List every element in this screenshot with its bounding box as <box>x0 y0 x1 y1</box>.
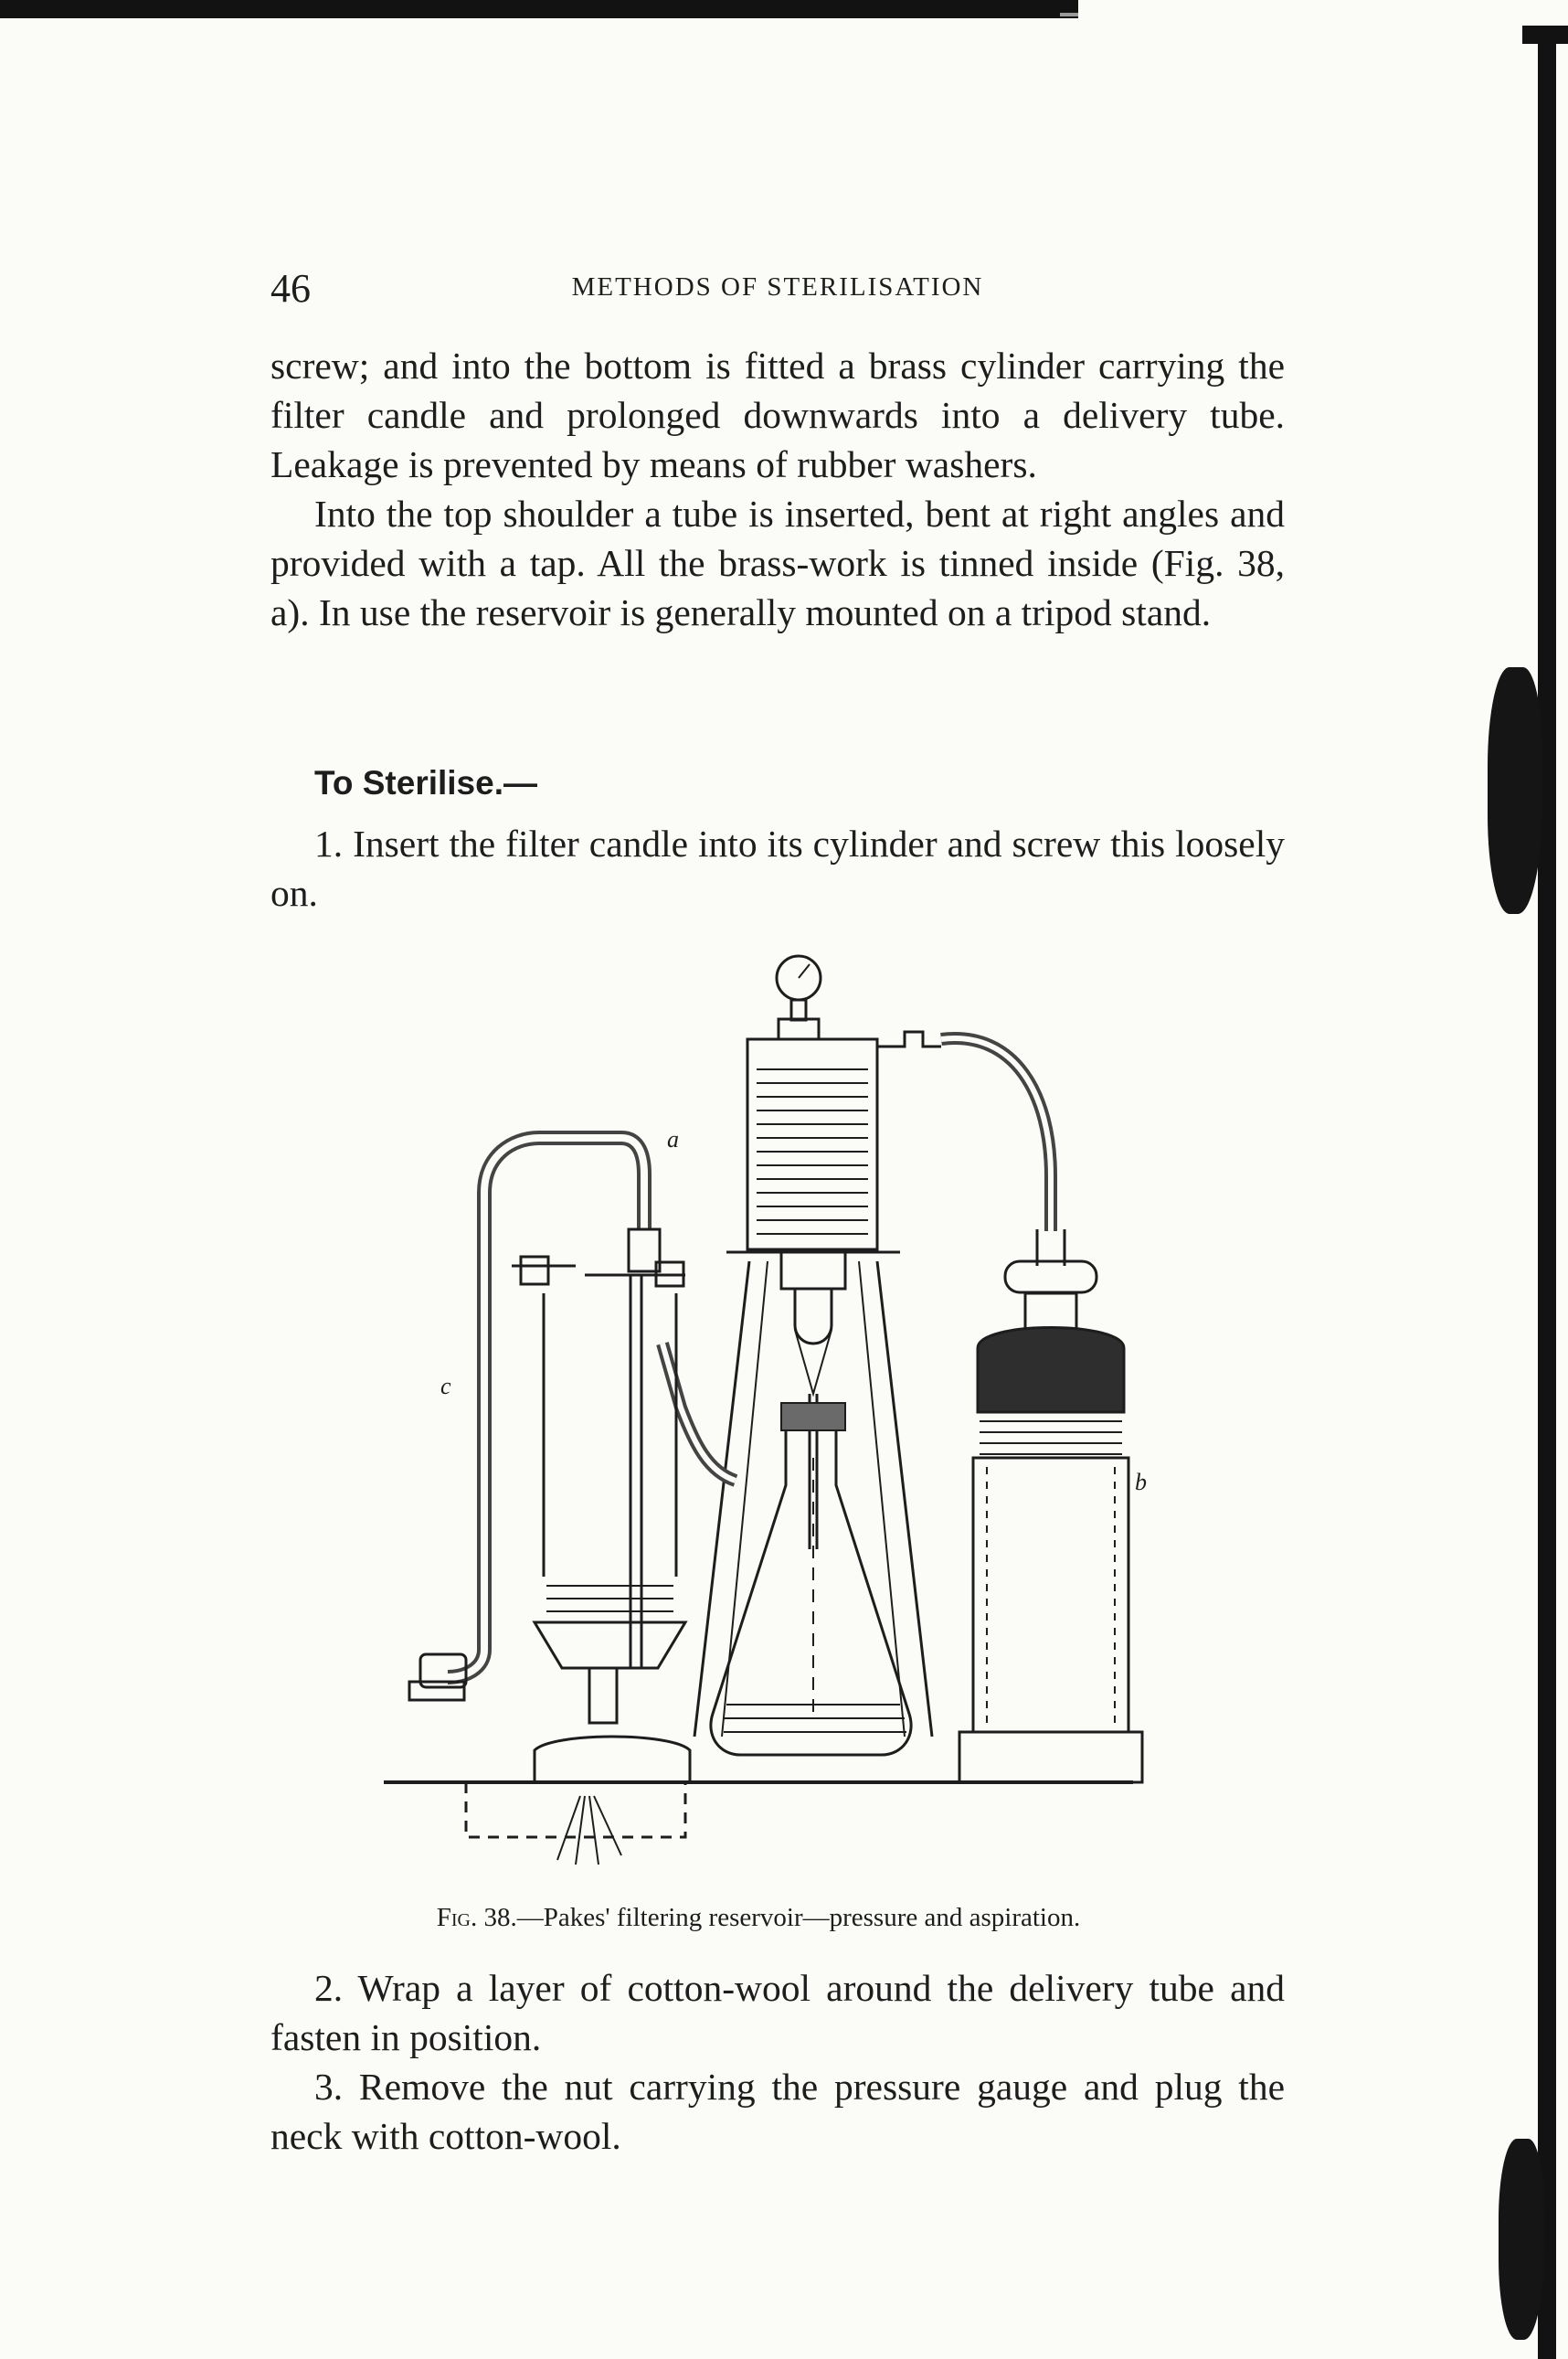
scan-border-top-tail <box>1060 13 1078 16</box>
filter-candle <box>795 1289 832 1344</box>
scan-smudge <box>1488 667 1542 914</box>
delivery-spray <box>557 1796 621 1865</box>
body-text-upper <box>270 341 1285 637</box>
reservoir-liquid <box>757 1069 868 1234</box>
bottle-b-body <box>973 1458 1128 1732</box>
label-a: a <box>667 1126 679 1153</box>
bottle-b-tap <box>1005 1261 1097 1292</box>
siphon-hose-c <box>484 1138 644 1229</box>
outlet-pipe-c <box>589 1668 617 1723</box>
candle-cylinder <box>781 1252 845 1289</box>
figure-caption <box>347 1903 1170 1933</box>
bottle-b-base <box>959 1732 1142 1782</box>
scan-smudge <box>1499 2139 1544 2340</box>
running-title: METHODS OF STERILISATION <box>571 272 984 302</box>
cylinder-c-liquid <box>546 1586 673 1611</box>
tap-c1 <box>521 1257 548 1284</box>
cylinder-c-foot <box>535 1622 685 1668</box>
figure-38 <box>366 946 1151 1906</box>
cylinder-c-walls <box>544 1293 676 1577</box>
caption-label: Fig. 38. <box>436 1903 517 1932</box>
paragraph-1: screw; and into the bottom is fitted a brass cylinder carrying the filter candle and prolonged downwards into a delivery tube. Leakage is prevented by means of rubber washers. <box>270 345 1285 485</box>
paragraph-2: Into the top shoulder a tube is inserted, bent at right angles and provided with a tap. All the brass-work is tinned inside (Fig. 38, a). In use the reservoir is generally mounted on a tripod stand. <box>270 493 1285 633</box>
apparatus-illustration <box>366 946 1151 1906</box>
bottle-b-cap <box>978 1328 1124 1413</box>
label-b: b <box>1135 1469 1147 1495</box>
page-header <box>270 265 1285 316</box>
side-tube-tap <box>877 1032 941 1047</box>
flask-stopper <box>781 1403 845 1430</box>
scan-border-top <box>0 0 1078 18</box>
rubber-hose-side <box>662 1344 736 1481</box>
page-number: 46 <box>270 266 311 311</box>
reservoir-cylinder <box>747 1039 877 1249</box>
bottle-b-thread <box>980 1421 1122 1454</box>
step-3: 3. Remove the nut carrying the pressure gauge and plug the neck with cotton-wool. <box>270 2066 1285 2157</box>
step-2: 2. Wrap a layer of cotton-wool around the delivery tube and fasten in position. <box>270 1967 1285 2058</box>
section-heading: To Sterilise.— <box>314 764 537 802</box>
flask-liquid <box>724 1705 906 1732</box>
body-text-lower <box>270 1963 1285 2161</box>
gauge-nut <box>779 1019 819 1039</box>
rubber-hose-b <box>941 1038 1051 1231</box>
inner-tube-c <box>630 1275 641 1668</box>
caption-text: —Pakes' filtering reservoir—pressure and aspiration. <box>516 1903 1081 1932</box>
step-1: 1. Insert the filter candle into its cylinder and screw this loosely on. <box>270 823 1285 914</box>
stand-base-c <box>535 1737 690 1782</box>
section-sterilise <box>270 759 1285 918</box>
label-c: c <box>440 1373 451 1399</box>
gauge-stem <box>791 1000 806 1020</box>
outlet-nozzle <box>409 1682 464 1700</box>
scan-border-right <box>1538 37 1556 2359</box>
